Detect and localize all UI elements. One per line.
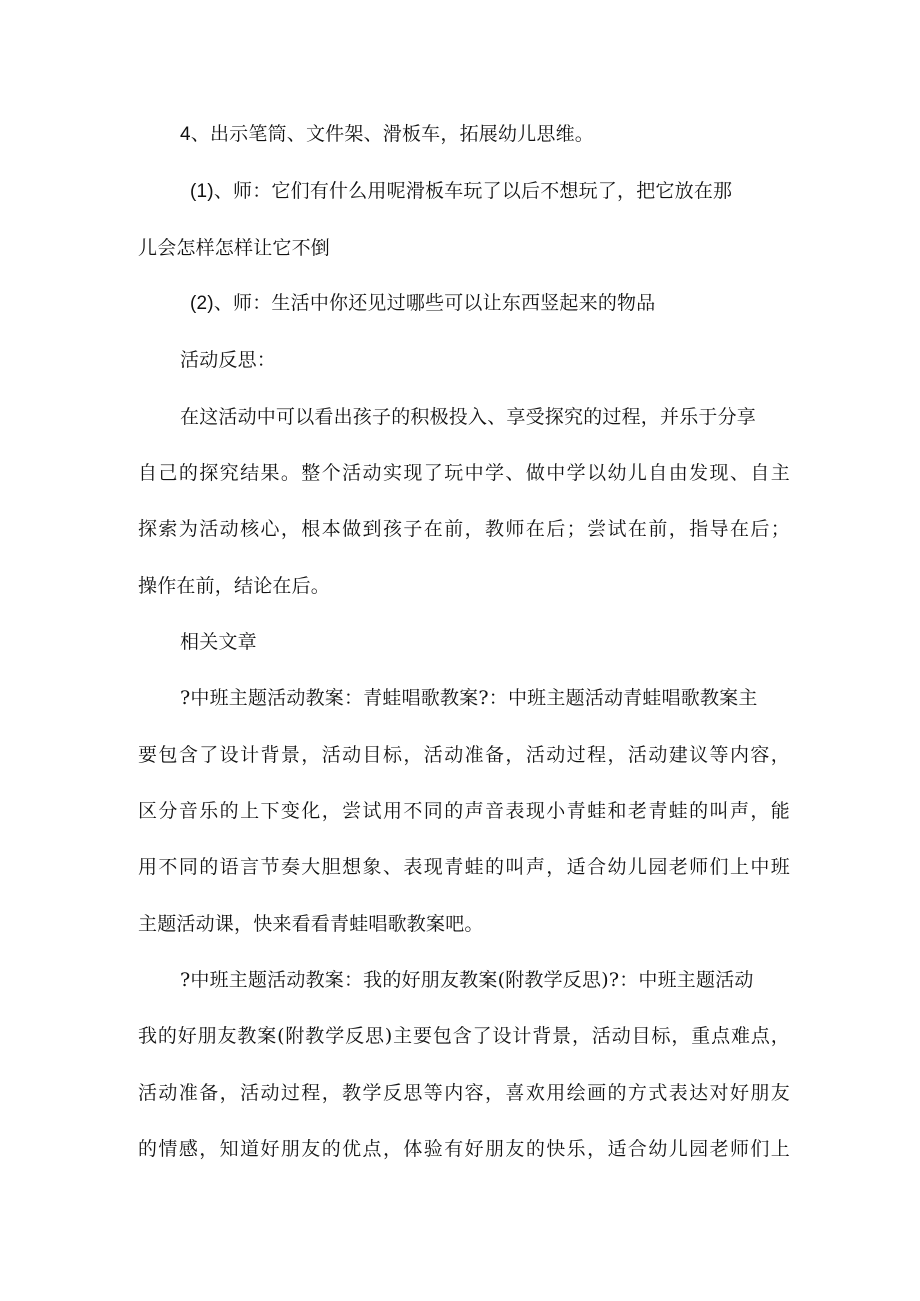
reflection-paragraph-line: 在这活动中可以看出孩子的积极投入、享受探究的过程，并乐于分享 [180,406,757,428]
related-article-1-line: 要包含了设计背景，活动目标，活动准备，活动过程，活动建议等内容， [138,744,790,766]
question-2-line: (2)、师：生活中你还见过哪些可以让东西竖起来的物品 [190,293,656,314]
related-article-2-line: ?中班主题活动教案：我的好朋友教案(附教学反思)?：中班主题活动 [180,969,754,991]
related-article-2-line: 活动准备，活动过程，教学反思等内容，喜欢用绘画的方式表达对好朋友 [138,1082,790,1104]
question-1-continuation: 儿会怎样怎样让它不倒 [138,237,331,259]
related-article-1-line: 主题活动课，快来看看青蛙唱歌教案吧。 [138,913,484,935]
question-1-line: (1)、师：它们有什么用呢滑板车玩了以后不想玩了，把它放在那 [190,181,733,202]
related-articles-heading: 相关文章 [180,631,257,653]
reflection-paragraph-line: 自己的探究结果。整个活动实现了玩中学、做中学以幼儿自由发现、自主 [138,462,790,484]
related-article-1-line: ?中班主题活动教案：青蛙唱歌教案?：中班主题活动青蛙唱歌教案主 [180,687,758,709]
reflection-paragraph-line: 操作在前，结论在后。 [138,575,331,597]
related-article-2-line: 的情感，知道好朋友的优点，体验有好朋友的快乐，适合幼儿园老师们上 [138,1138,790,1160]
related-article-2-line: 我的好朋友教案(附教学反思)主要包含了设计背景，活动目标，重点难点， [138,1025,790,1047]
step-4-line: 4、出示笔筒、文件架、滑板车，拓展幼儿思维。 [180,124,594,145]
related-article-1-line: 区分音乐的上下变化，尝试用不同的声音表现小青蛙和老青蛙的叫声，能 [138,800,790,822]
reflection-paragraph-line: 探索为活动核心，根本做到孩子在前，教师在后；尝试在前，指导在后； [138,518,790,540]
reflection-heading: 活动反思： [180,349,277,371]
related-article-1-line: 用不同的语言节奏大胆想象、表现青蛙的叫声，适合幼儿园老师们上中班 [138,856,790,878]
